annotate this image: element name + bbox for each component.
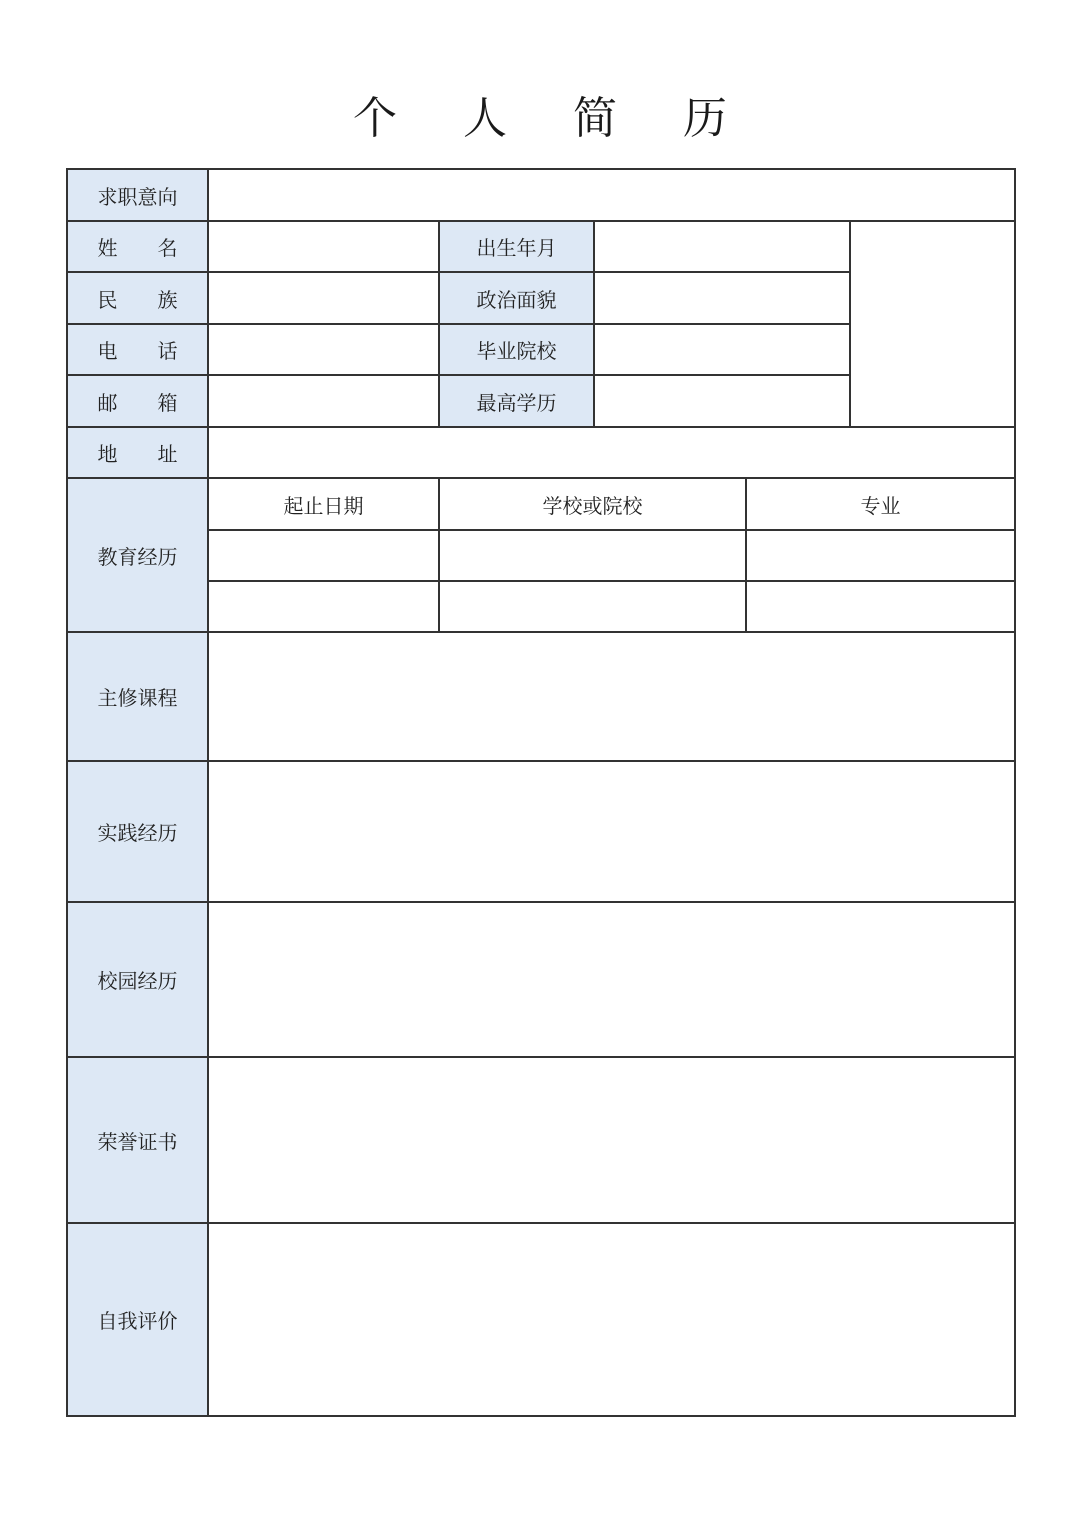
- degree-label: 最高学历: [439, 375, 594, 427]
- birth-field[interactable]: [594, 221, 850, 272]
- edu-row2-major[interactable]: [746, 581, 1015, 632]
- edu-row2-school[interactable]: [439, 581, 746, 632]
- practice-field[interactable]: [208, 761, 1015, 902]
- birth-label: 出生年月: [439, 221, 594, 272]
- resume-table: [66, 168, 1016, 1417]
- address-field[interactable]: [208, 427, 1015, 478]
- address-label: 地 址: [97, 442, 178, 466]
- email-label: 邮 箱: [97, 390, 178, 415]
- phone-field[interactable]: [208, 324, 439, 375]
- political-field[interactable]: [594, 272, 850, 324]
- job-intention-label: 求职意向: [67, 169, 208, 221]
- email-field[interactable]: [208, 375, 439, 427]
- phone-label: 电 话: [97, 339, 178, 363]
- political-label: 政治面貌: [439, 272, 594, 324]
- school-label: 毕业院校: [439, 324, 594, 375]
- ethnicity-label: 民 族: [97, 287, 178, 312]
- edu-header-dates: 起止日期: [208, 478, 439, 530]
- edu-header-school: 学校或院校: [439, 478, 746, 530]
- name-label: 姓 名: [97, 236, 178, 260]
- self-eval-label: 自我评价: [67, 1223, 208, 1416]
- courses-field[interactable]: [208, 632, 1015, 761]
- school-field[interactable]: [594, 324, 850, 375]
- honors-label: 荣誉证书: [67, 1057, 208, 1223]
- job-intention-field[interactable]: [208, 169, 1015, 221]
- edu-row1-major[interactable]: [746, 530, 1015, 581]
- honors-field[interactable]: [208, 1057, 1015, 1223]
- edu-row1-school[interactable]: [439, 530, 746, 581]
- edu-header-major: 专业: [746, 478, 1015, 530]
- education-label: 教育经历: [67, 478, 208, 632]
- edu-row2-dates[interactable]: [208, 581, 439, 632]
- self-eval-field[interactable]: [208, 1223, 1015, 1416]
- edu-row1-dates[interactable]: [208, 530, 439, 581]
- practice-label: 实践经历: [67, 761, 208, 902]
- degree-field[interactable]: [594, 375, 850, 427]
- courses-label: 主修课程: [67, 632, 208, 761]
- campus-field[interactable]: [208, 902, 1015, 1057]
- ethnicity-field[interactable]: [208, 272, 439, 324]
- page-title: 个 人 简 历: [353, 93, 753, 144]
- campus-label: 校园经历: [67, 902, 208, 1057]
- photo-box[interactable]: [850, 221, 1015, 427]
- name-field[interactable]: [208, 221, 439, 272]
